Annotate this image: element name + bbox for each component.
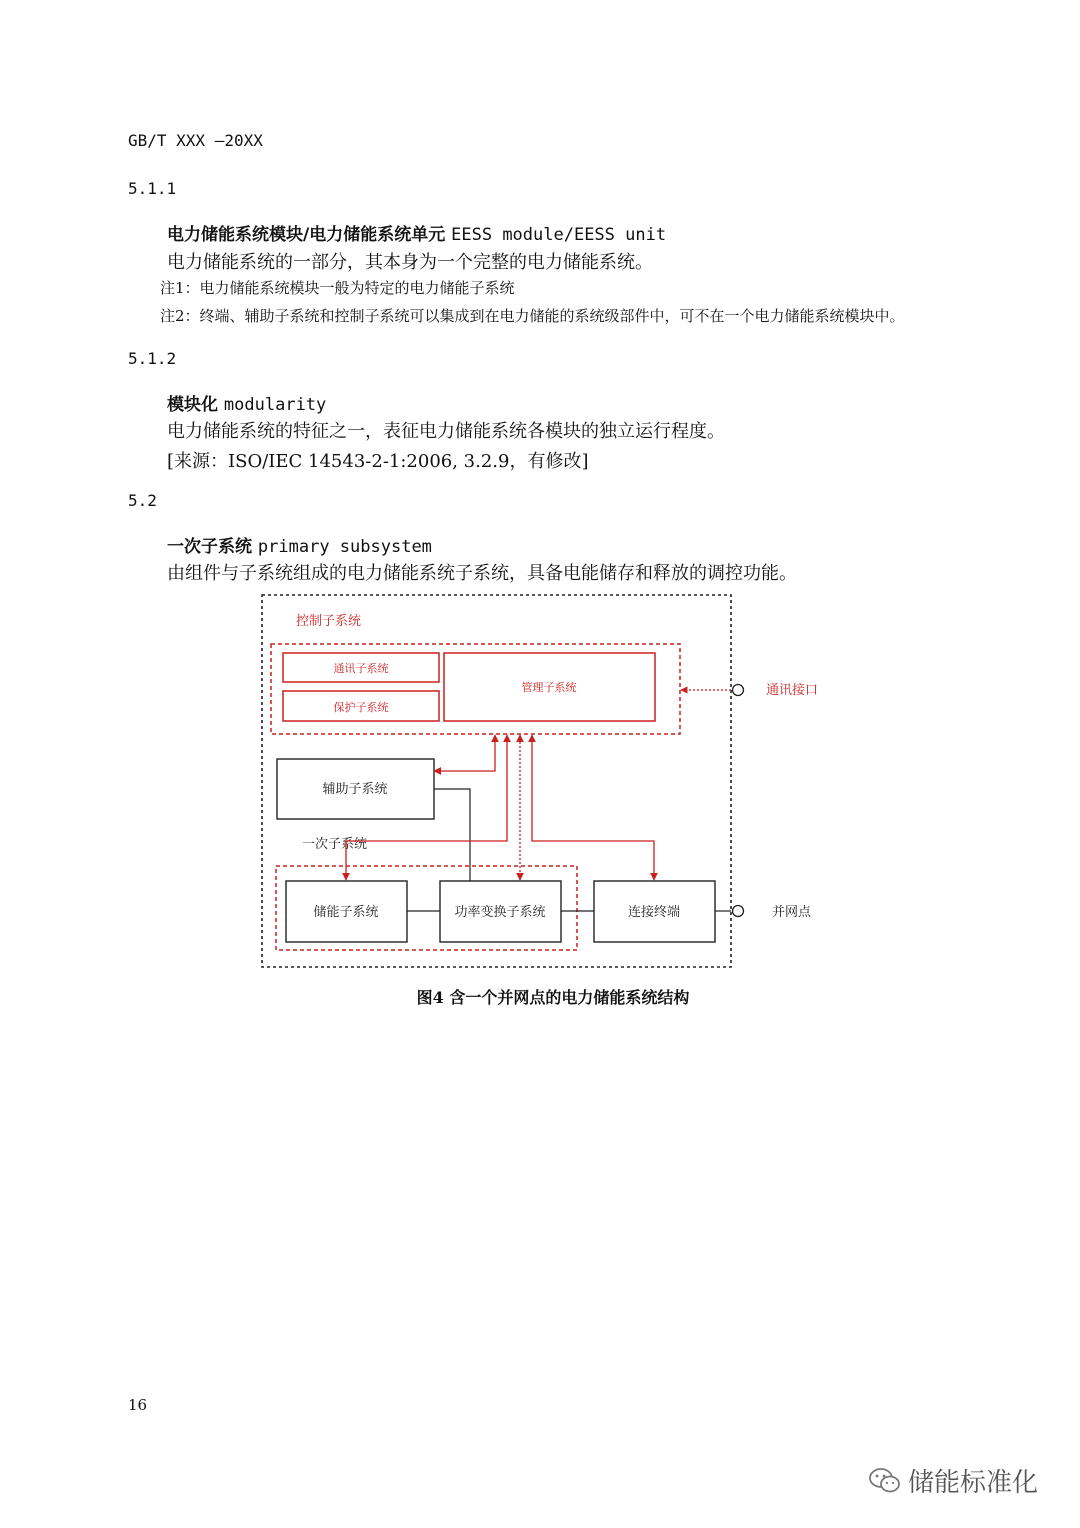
clause-number: 5.2 [128,491,157,510]
grid-point-label: 并网点 [772,905,812,920]
pcs-subsystem-label: 功率变换子系统 [454,905,546,920]
clause-number: 5.1.1 [128,179,177,198]
figure-caption: 图4 含一个并网点的电力储能系统结构 [416,988,690,1007]
storage-subsystem-label: 储能子系统 [313,905,379,920]
watermark-text: 储能标准化 [908,1468,1039,1498]
term-definition: 电力储能系统的特征之一，表征电力储能系统各模块的独立运行程度。 [167,421,725,442]
note-2: 注2：终端、辅助子系统和控制子系统可以集成到在电力储能的系统级部件中，可不在一个电力储能系统模块中。 [160,307,905,325]
wechat-icon [868,1466,902,1496]
term-zh: 一次子系统 [167,537,252,557]
mgmt-subsystem-label: 管理子系统 [521,681,577,694]
term-definition: 由组件与子系统组成的电力储能系统子系统，具备电能储存和释放的调控功能。 [167,563,797,584]
term-zh: 模块化 [167,395,218,415]
comm-subsystem-label: 通讯子系统 [333,662,389,675]
aux-control-link [434,735,495,771]
term-definition: 电力储能系统的一部分，其本身为一个完整的电力储能系统。 [167,252,653,273]
term-zh: 电力储能系统模块/电力储能系统单元 [167,225,446,245]
watermark [868,1462,1038,1499]
terminal-label: 连接终端 [627,905,681,920]
terminal-control-link [532,735,654,880]
clause-number: 5.1.2 [128,349,177,368]
term-en: EESS module/EESS unit [451,225,667,245]
term-en: primary subsystem [257,537,432,557]
aux-power-link [434,789,470,881]
term-source: [来源：ISO/IEC 14543-2-1:2006, 3.2.9，有修改] [167,451,589,472]
grid-point-terminal [733,906,744,917]
standard-number: GB/T XXX —20XX [128,131,263,150]
aux-subsystem-label: 辅助子系统 [322,782,388,797]
storage-control-link [346,735,507,880]
term-en: modularity [223,395,327,415]
protect-subsystem-label: 保护子系统 [333,701,389,714]
control-subsystem-label: 控制子系统 [296,614,362,629]
note-1: 注1：电力储能系统模块一般为特定的电力储能子系统 [160,279,515,297]
page-number: 16 [128,1396,148,1414]
primary-subsystem-label: 一次子系统 [302,837,368,852]
comm-port-label: 通讯接口 [766,683,819,698]
comm-port-terminal [733,685,744,696]
